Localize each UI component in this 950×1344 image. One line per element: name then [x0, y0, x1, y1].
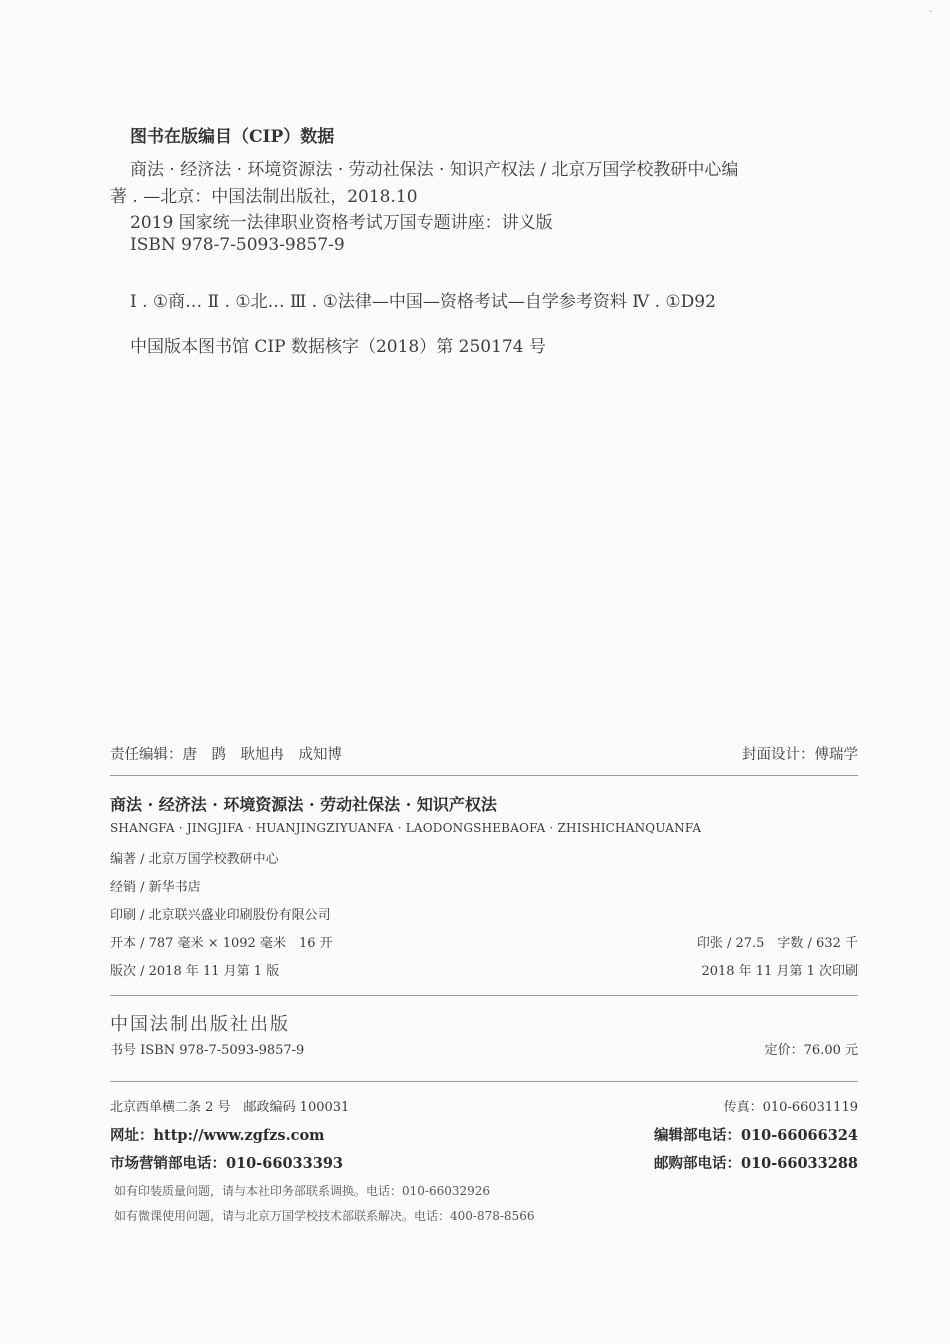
book-format: 开本 / 787 毫米 × 1092 毫米 16 开 [110, 936, 333, 951]
responsible-editors: 责任编辑：唐 鹍 耿旭冉 成知博 [110, 747, 342, 763]
cip-line-3: 2019 国家统一法律职业资格考试万国专题讲座：讲义版 [130, 213, 553, 233]
cip-line-1: 商法 · 经济法 · 环境资源法 · 劳动社保法 · 知识产权法 / 北京万国学校教研中心编 [130, 160, 739, 180]
mail-order-phone: 邮购部电话：010-66033288 [654, 1155, 858, 1172]
book-title: 商法 · 经济法 · 环境资源法 · 劳动社保法 · 知识产权法 [110, 795, 497, 814]
book-printing: 2018 年 11 月第 1 次印刷 [701, 964, 858, 979]
cip-isbn: ISBN 978-7-5093-9857-9 [130, 235, 345, 255]
book-sheets: 印张 / 27.5 字数 / 632 千 [696, 936, 858, 951]
book-printer: 印刷 / 北京联兴盛业印刷股份有限公司 [110, 908, 331, 923]
publisher-fax: 传真：010-66031119 [723, 1100, 858, 1115]
publisher-isbn: 书号 ISBN 978-7-5093-9857-9 [110, 1043, 305, 1058]
book-price: 定价：76.00 元 [764, 1043, 858, 1058]
divider [110, 995, 858, 996]
microcourse-note: 如有微课使用问题，请与北京万国学校技术部联系解决。电话：400-878-8566 [114, 1209, 535, 1223]
cover-designer: 封面设计：傅瑞学 [742, 747, 858, 763]
book-pinyin: SHANGFA · JINGJIFA · HUANJINGZIYUANFA · LAODONGSHEBAOFA · ZHISHICHANQUANFA [110, 821, 702, 835]
book-edition: 版次 / 2018 年 11 月第 1 版 [110, 964, 280, 979]
quality-note: 如有印装质量问题，请与本社印务部联系调换。电话：010-66032926 [114, 1184, 491, 1198]
publisher-website: 网址：http://www.zgfzs.com [110, 1127, 325, 1144]
cip-title: 图书在版编目（CIP）数据 [130, 127, 335, 147]
editorial-phone: 编辑部电话：010-66066324 [654, 1127, 858, 1144]
marketing-phone: 市场营销部电话：010-66033393 [110, 1155, 343, 1172]
publisher-name: 中国法制出版社出版 [110, 1014, 290, 1035]
divider [110, 775, 858, 776]
book-author: 编著 / 北京万国学校教研中心 [110, 852, 279, 867]
publisher-address: 北京西单横二条 2 号 邮政编码 100031 [110, 1100, 350, 1115]
divider [110, 1081, 858, 1082]
corner-mark: - [929, 6, 933, 17]
cip-record: 中国版本图书馆 CIP 数据核字（2018）第 250174 号 [130, 337, 546, 357]
cip-line-2: 著 . —北京：中国法制出版社，2018.10 [110, 187, 418, 207]
book-distributor: 经销 / 新华书店 [110, 880, 201, 895]
cip-classification: Ⅰ . ①商… Ⅱ . ①北… Ⅲ . ①法律—中国—资格考试—自学参考资料 Ⅳ . ①D92 [130, 292, 716, 312]
